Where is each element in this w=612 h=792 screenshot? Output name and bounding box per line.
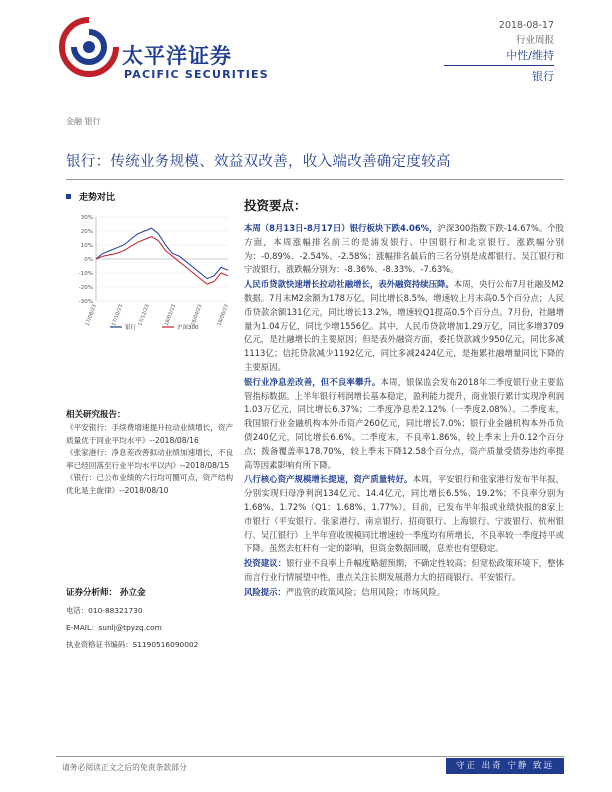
trend-title: 走势对比 <box>79 193 116 203</box>
report-date: 2018-08-17 <box>498 20 554 31</box>
paragraph-text: 沪深300指数下跌-14.67%。个股方面，本周涨幅排名前三的是浦发银行、中国银行和北京银行，涨跌幅分别为：-0.89%、-2.54%、-2.58%；涨幅排名最后的三名分别是成都银行、吴江银行和宁波银行，涨跌幅分别为：-8.36%、-8.33%、-7.63%。 <box>244 223 564 275</box>
related-report[interactable]: 《平安银行：手续费增速提升拉动业绩增长，资产质量优于同业平均水平》--2018/08/16 <box>66 423 234 445</box>
related-report[interactable]: 《银行：已公布业绩的六行均可圈可点，资产结构优化是主旋律》--2018/08/10 <box>66 473 234 495</box>
rating: 中性/维持 <box>506 49 554 62</box>
y-tick-label: -30% <box>78 299 93 305</box>
trend-chart <box>66 211 234 331</box>
paragraph-text: 本周，银保监会发布2018年二季度银行业主要监管指标数据。上半年银行利润增长基本稳定，盈利能力提升，商业银行累计实现净利润1.03万亿元，同比增长6.37%；二季度净息差2.12%（一季度2.08%）。二季度末，我国银行业金融机构本外币资产260亿元，同比增长7.0%；银行业金融机构本外币负债240亿元，同比增长6.6%。二季度末，不良率1.86%，较上季末上升0.12个百分点；拨备覆盖率178.70%，较上季末下降12.58个百分点，资产质量受债券违约率提高等因素影响有所下降。 <box>244 376 565 470</box>
meta-divider <box>444 65 554 66</box>
trend-chart-svg <box>66 211 234 331</box>
y-tick-label: 0% <box>84 257 93 263</box>
x-tick-label: 18/02/23 <box>163 303 178 327</box>
category: 金融 银行 <box>66 117 101 126</box>
paragraph-highlight: 八行核心资产规模增长提速，资产质量转好。 <box>244 474 413 485</box>
report-type: 行业周报 <box>515 35 554 46</box>
paragraph-advice <box>244 557 564 585</box>
analyst-label: 证券分析师： <box>66 588 118 598</box>
y-tick-label: 10% <box>80 243 93 249</box>
paragraph-highlight: 银行业净息差改善，但不良率攀升。 <box>244 376 381 387</box>
sector: 银行 <box>532 70 554 83</box>
brand-name-cn: 太平洋证券 <box>122 44 232 68</box>
trend-heading <box>66 190 234 203</box>
paragraph-text: 严监管的政策风险；信用风险；市场风险。 <box>285 586 445 597</box>
y-tick-label: -10% <box>78 271 93 277</box>
related-reports <box>66 422 236 498</box>
main-heading: 投资要点： <box>244 198 307 213</box>
paragraph-text: 银行业不良率上升幅度略超预期，不确定性较高；但宽松政策环境下，整体而言行业行情展望中性，重点关注长期发展潜力大的招商银行、平安银行。 <box>244 558 565 582</box>
related-report[interactable]: 《张家港行：净息差改善拟动业绩加速增长，不良率已经回落至行业平均水平以内》--2018/08/15 <box>66 448 234 470</box>
pacific-logo-icon <box>56 14 122 80</box>
related-title: 相关研究报告： <box>66 410 126 420</box>
series-line <box>96 237 228 285</box>
analyst-license: 执业资格证书编码：S1190516090002 <box>66 640 199 649</box>
paragraph-label: 风险提示： <box>244 586 286 597</box>
paragraph-text: 本周，央行公布7月社融及M2数据。7月末M2余额为178万亿，同比增长8.5%，增速较上月末高0.5个百分点；人民币贷款余额131亿元，同比增长13.2%，增速较Q1提高0.5个百分点。7月份，社融增量为1.04万亿，同比少增1556亿。其中，人民币贷款增加1.29万亿，同比多增3709亿元，是社融增长的主要原因；但是表外融资方面，委托贷款减少950亿元，同比多减1113亿；信托贷款减少1192亿元，同比多减2424亿元，是拖累社融增量同比下降的主要原因。 <box>244 279 565 372</box>
y-tick-label: -20% <box>78 285 93 291</box>
y-tick-label: 30% <box>80 215 93 221</box>
footer-disclaimer: 请务必阅读正文之后的免责条款部分 <box>62 763 187 772</box>
legend-label: 银行 <box>125 325 137 331</box>
legend-label: 沪深300 <box>177 325 199 331</box>
paragraph-highlight: 人民币贷款快速增长拉动社融增长，表外融资持续压降。 <box>244 279 454 290</box>
sidebar <box>66 186 234 331</box>
x-tick-label: 17/10/23 <box>110 303 125 327</box>
square-bullet-icon <box>66 194 71 199</box>
footer-motto: 守正 出奇 宁静 致远 <box>446 758 564 774</box>
main-content <box>244 196 564 601</box>
report-meta <box>444 18 554 84</box>
analyst-email[interactable]: E-MAIL：sunlj@tpyzq.com <box>66 623 162 632</box>
brand-name-en: PACIFIC SECURITIES <box>124 68 269 81</box>
analyst-name: 孙立金 <box>119 588 146 598</box>
analyst-phone: 电话：010-88321730 <box>66 606 143 615</box>
y-tick-label: 20% <box>80 229 93 235</box>
page-title: 银行：传统业务规模、效益双改善，收入端改善确定度较高 <box>66 154 451 170</box>
paragraph-highlight: 本周（8月13日-8月17日）银行板块下跌4.06%， <box>244 223 438 233</box>
contact-info <box>66 602 198 653</box>
x-tick-label: 17/12/23 <box>137 303 151 327</box>
title-divider <box>66 179 564 180</box>
paragraph-label: 投资建议： <box>244 558 287 569</box>
x-tick-label: 18/04/23 <box>190 303 204 327</box>
paragraph-social-financing <box>244 278 564 375</box>
x-tick-label: 17/08/23 <box>84 303 98 327</box>
paragraph-text: 本周，平安银行和张家港行发布半年报，分别实现归母净利润134亿元、14.4亿元，同比增长6.5%、19.2%；不良率分别为1.68%、1.72%（Q1：1.68%、1.77%）。目前，已发布半年报或业绩快报的8家上市银行（平安银行、张家港行、南京银行、招商银行、上海银行、宁波银行、杭州银行、吴江银行）上半年营收规模同比增速较一季度均有所增长，不良率较一季度持平或下降。虽然去杠杆有一定的影响，但资金数据回暖，息差也有望稳定。 <box>244 474 565 554</box>
analyst <box>66 586 146 598</box>
footer-divider <box>56 756 564 757</box>
paragraph-eight-banks <box>244 473 564 556</box>
paragraph-risk <box>244 586 564 600</box>
x-tick-label: 18/06/23 <box>216 303 230 327</box>
paragraph-net-interest <box>244 376 564 473</box>
paragraph-weekly <box>244 222 564 277</box>
